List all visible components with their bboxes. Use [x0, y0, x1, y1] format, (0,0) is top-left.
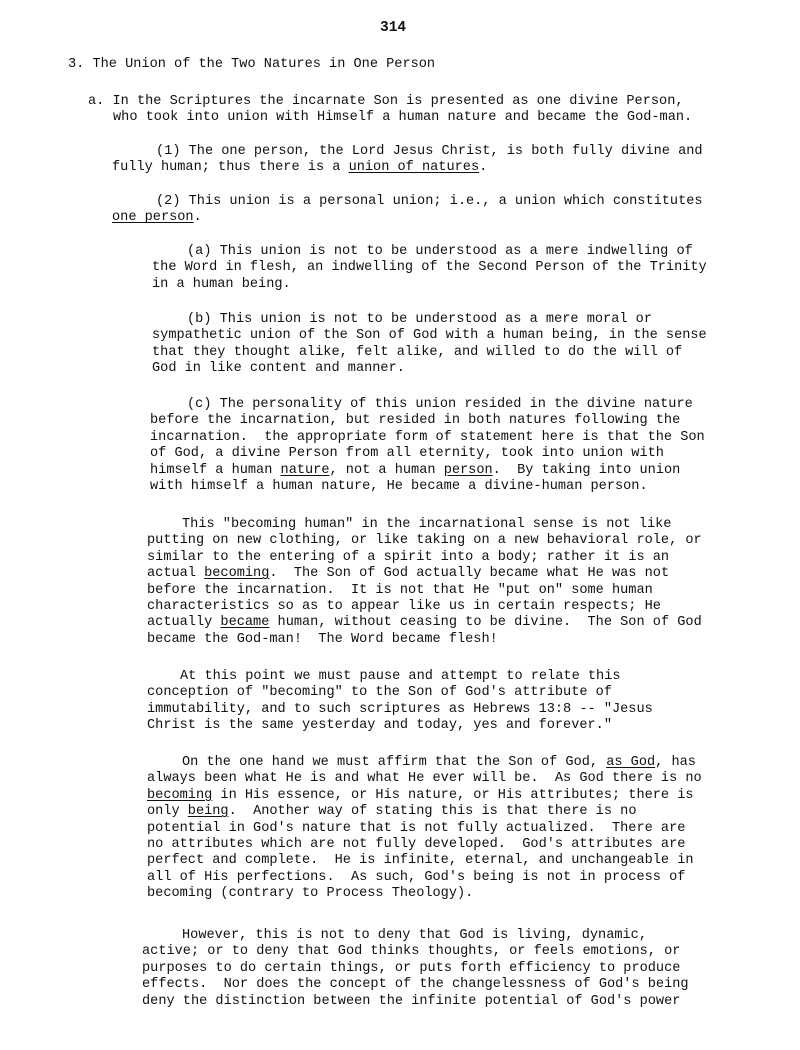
- paragraph-1: [112, 144, 703, 177]
- paragraph-becoming: [147, 517, 702, 648]
- text-line: that they thought alike, felt alike, and willed to do the will of: [152, 344, 683, 360]
- text-line: before the incarnation. It is not that He "put on" some human: [147, 582, 653, 598]
- paragraph-2: [112, 194, 703, 227]
- text-line: (b) This union is not to be understood as a mere moral or: [187, 312, 652, 327]
- text-line: similar to the entering of a spirit into a body; rather it is an: [147, 549, 670, 565]
- text-run: fully human; thus there is a: [112, 160, 349, 176]
- text-line: [147, 615, 702, 631]
- paragraph-one-hand: [147, 755, 702, 903]
- text-line: potential in God's nature that is not fully actualized. There are: [147, 820, 686, 836]
- text-run: only: [147, 804, 188, 820]
- text-line: conception of "becoming" to the Son of God's attribute of: [147, 685, 612, 701]
- underlined-term: union of natures: [348, 160, 480, 176]
- text-line: (2) This union is a personal union; i.e., a union which constitutes: [156, 194, 703, 209]
- text-line: At this point we must pause and attempt to relate this: [180, 669, 621, 684]
- text-line: [112, 210, 703, 226]
- text-line: [147, 755, 702, 771]
- text-line: became the God-man! The Word became flesh!: [147, 631, 498, 647]
- text-line: always been what He is and what He ever will be. As God there is no: [147, 771, 702, 787]
- text-line: a. In the Scriptures the incarnate Son is presented as one divine Person,: [88, 94, 684, 109]
- text-run: actually: [147, 615, 221, 631]
- text-run: . The Son of God actually became what He was not: [269, 566, 670, 582]
- text-line: deny the distinction between the infinite potential of God's power: [142, 993, 681, 1009]
- text-line: [147, 566, 702, 582]
- text-run: On the one hand we must affirm that the Son of God,: [182, 755, 607, 770]
- text-run: . By taking into union: [492, 462, 681, 478]
- text-run: , not a human: [329, 462, 444, 478]
- paragraph-however: [142, 928, 689, 1010]
- text-line: before the incarnation, but resided in both natures following the: [150, 413, 681, 429]
- text-line: with himself a human nature, He became a divine-human person.: [150, 479, 648, 495]
- text-line: [112, 160, 703, 176]
- text-line: Christ is the same yesterday and today, yes and forever.": [147, 718, 612, 734]
- text-line: perfect and complete. He is infinite, eternal, and unchangeable in: [147, 853, 694, 869]
- underlined-term: as God: [606, 755, 656, 770]
- text-line: incarnation. the appropriate form of statement here is that the Son: [150, 429, 705, 445]
- section-heading: [68, 57, 435, 73]
- text-line: [147, 788, 702, 804]
- text-run: , has: [655, 755, 696, 770]
- text-line: becoming (contrary to Process Theology).: [147, 886, 474, 902]
- text-line: (c) The personality of this union resided in the divine nature: [187, 397, 693, 412]
- underlined-term: nature: [280, 462, 330, 478]
- text-line: no attributes which are not fully developed. God's attributes are: [147, 837, 686, 853]
- text-line: effects. Nor does the concept of the changelessness of God's being: [142, 977, 689, 993]
- text-line: in a human being.: [152, 276, 291, 292]
- text-run: . Another way of stating this is that there is no: [228, 804, 637, 820]
- underlined-term: person: [443, 462, 493, 478]
- underlined-term: became: [220, 615, 270, 631]
- text-line: [147, 804, 702, 820]
- text-run: actual: [147, 566, 205, 582]
- underlined-term: becoming: [147, 787, 213, 803]
- text-line: (1) The one person, the Lord Jesus Christ, is both fully divine and: [156, 144, 703, 159]
- text-line: who took into union with Himself a human nature and became the God-man.: [113, 110, 693, 126]
- text-line: of God, a divine Person from all eternity, took into union with: [150, 446, 664, 462]
- underlined-term: being: [187, 804, 229, 820]
- text-line: purposes to do certain things, or puts forth efficiency to produce: [142, 960, 681, 976]
- paragraph-pause: [147, 669, 653, 735]
- text-line: This "becoming human" in the incarnational sense is not like: [182, 517, 672, 532]
- heading-text: 3. The Union of the Two Natures in One Person: [68, 57, 436, 72]
- text-line: characteristics so as to appear like us in certain respects; He: [147, 599, 661, 615]
- underlined-term: becoming: [204, 566, 270, 582]
- paragraph-sub-a: [152, 244, 707, 293]
- underlined-term: one person: [112, 210, 194, 226]
- text-line: all of His perfections. As such, God's being is not in process of: [147, 869, 686, 885]
- text-run: .: [479, 160, 488, 176]
- text-run: in His essence, or His nature, or His attributes; there is: [212, 787, 694, 803]
- text-line: immutability, and to such scriptures as Hebrews 13:8 -- "Jesus: [147, 701, 653, 717]
- text-run: himself a human: [150, 462, 281, 478]
- text-run: human, without ceasing to be divine. The Son of God: [269, 615, 702, 631]
- text-line: However, this is not to deny that God is living, dynamic,: [182, 928, 647, 943]
- text-line: sympathetic union of the Son of God with a human being, in the sense: [152, 328, 707, 344]
- page-number: 314: [380, 20, 407, 36]
- text-line: putting on new clothing, or like taking on a new behavioral role, or: [147, 533, 702, 549]
- text-line: the Word in flesh, an indwelling of the Second Person of the Trinity: [152, 260, 707, 276]
- text-line: active; or to deny that God thinks thoughts, or feels emotions, or: [142, 944, 681, 960]
- text-run: .: [193, 210, 202, 226]
- text-line: [150, 463, 705, 479]
- paragraph-sub-b: [152, 312, 707, 378]
- text-line: (a) This union is not to be understood as a mere indwelling of: [187, 244, 693, 259]
- text-line: God in like content and manner.: [152, 361, 405, 377]
- paragraph-a: [88, 94, 692, 127]
- paragraph-sub-c: [150, 397, 705, 495]
